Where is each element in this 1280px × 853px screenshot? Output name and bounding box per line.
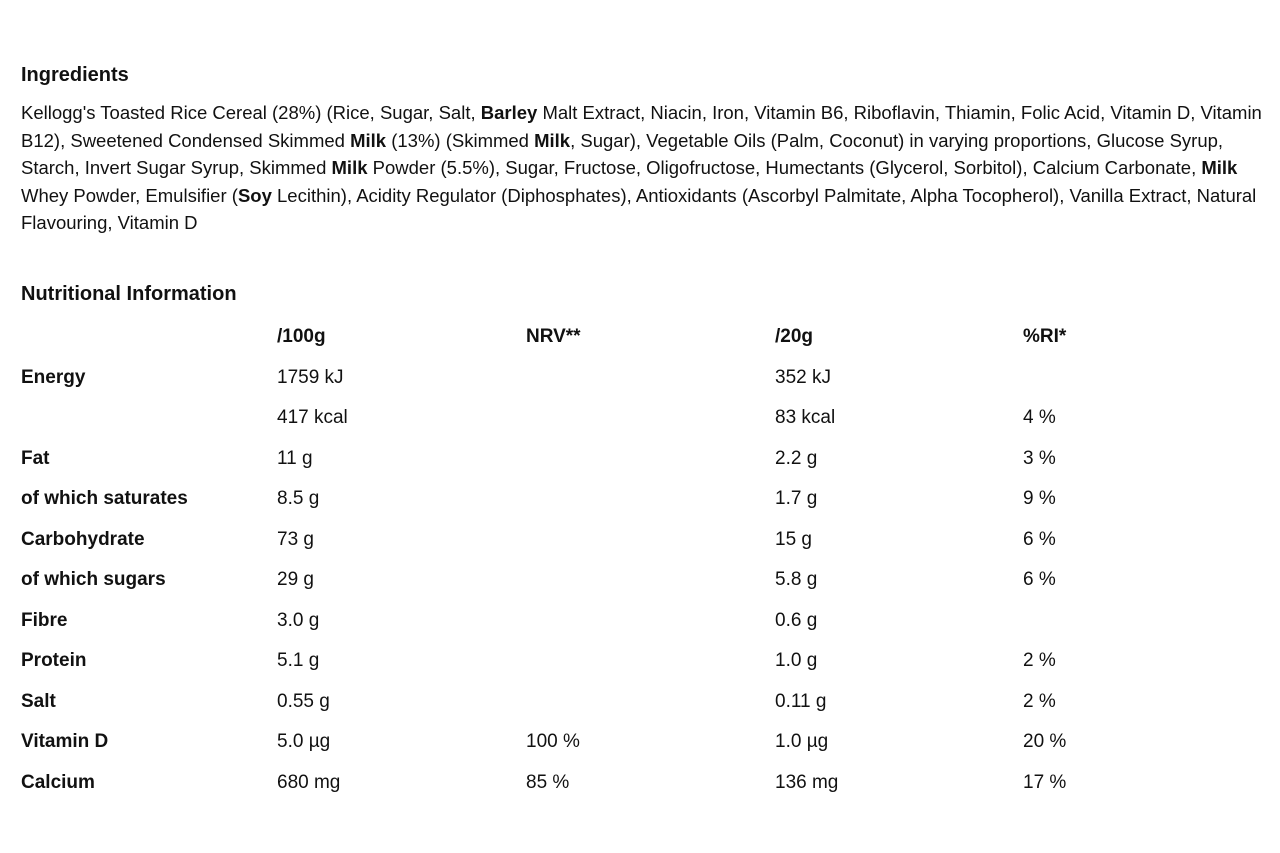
nutrient-value: 8.5 g [277,488,320,510]
ingredients-heading: Ingredients [21,64,129,86]
nutrient-value [526,398,775,439]
column-header [21,317,277,358]
nutrient-label: Vitamin D [21,731,109,753]
nutrient-value [526,520,775,561]
nutrition-table [21,317,1223,803]
nutrient-label: Fat [21,447,50,469]
nutrient-value: 4 % [1023,407,1056,429]
nutrition-header-row [21,317,1223,358]
column-header: %RI* [1023,326,1067,348]
nutrient-value: 5.0 µg [277,731,331,753]
nutrient-label: of which sugars [21,569,166,591]
column-header: /20g [775,326,814,348]
nutrient-value: 20 % [1023,731,1067,753]
table-row [21,722,1223,763]
table-row [21,479,1223,520]
table-row [21,520,1223,561]
allergen-text: Soy [237,184,272,206]
table-row [21,560,1223,601]
nutrient-value [1023,601,1223,642]
ingredient-text: Powder (5.5%), Sugar, Fructose, Oligofructose, Humectants (Glycerol, Sorbitol), Calcium Carbonate, [367,157,1202,178]
nutrient-label: Calcium [21,771,95,793]
nutrient-value [526,682,775,723]
nutrient-value: 417 kcal [277,407,348,429]
allergen-text: Milk [331,157,368,178]
nutrient-label [21,398,277,439]
table-row [21,682,1223,723]
nutrient-value: 0.11 g [775,690,827,712]
nutrient-value: 0.6 g [775,609,818,631]
ingredient-text: Kellogg's Toasted Rice Cereal (28%) (Rice, Sugar, Salt, [21,102,481,123]
nutrient-value: 6 % [1023,528,1056,550]
nutrient-value: 29 g [277,569,314,591]
nutrient-value [1023,358,1223,399]
nutrition-table-body [21,358,1223,804]
nutrient-label: of which saturates [21,488,188,510]
allergen-text: Milk [1201,157,1238,178]
nutrient-value: 1759 kJ [277,366,344,388]
nutrient-value: 136 mg [775,771,839,793]
nutrient-value: 6 % [1023,569,1056,591]
table-row [21,358,1223,399]
nutrient-value: 15 g [775,528,812,550]
nutrient-value: 5.1 g [277,650,320,672]
column-header: /100g [277,326,326,348]
nutrient-value: 85 % [526,771,570,793]
table-row [21,601,1223,642]
nutrient-value: 2.2 g [775,447,818,469]
nutrient-value [526,641,775,682]
ingredient-text: , Sugar), Vegetable Oils (Palm, Coconut) in varying proportions, Glucose Syrup, Starch, Invert Sugar Syrup, Skimmed [21,129,1224,178]
nutrient-value: 0.55 g [277,690,330,712]
nutrient-value: 3.0 g [277,609,320,631]
nutrient-label: Protein [21,650,87,672]
nutrient-label: Carbohydrate [21,528,145,550]
table-row [21,641,1223,682]
table-row [21,763,1223,804]
nutrient-value: 680 mg [277,771,341,793]
nutrient-value [526,479,775,520]
nutrient-value: 1.0 µg [775,731,829,753]
column-header: NRV** [526,326,581,348]
nutrient-value: 100 % [526,731,580,753]
nutrient-value: 17 % [1023,771,1067,793]
nutrient-label: Fibre [21,609,68,631]
nutrient-value: 9 % [1023,488,1056,510]
allergen-text: Milk [534,129,571,151]
nutrient-value: 2 % [1023,690,1056,712]
allergen-text: Barley [480,102,538,123]
nutrient-value [526,601,775,642]
table-row [21,439,1223,480]
nutrition-heading: Nutritional Information [21,283,237,305]
nutrient-label: Salt [21,690,56,712]
nutrient-value: 73 g [277,528,314,550]
nutrient-value [526,439,775,480]
nutrient-value: 11 g [277,447,313,469]
nutrient-value [526,358,775,399]
nutrient-value: 83 kcal [775,407,836,429]
nutrient-value [526,560,775,601]
nutrient-value: 3 % [1023,447,1056,469]
ingredients-text [21,99,1271,237]
nutrient-value: 1.0 g [775,650,818,672]
table-row [21,398,1223,439]
nutrient-value: 1.7 g [775,488,818,510]
ingredient-text: Lecithin), Acidity Regulator (Diphosphates), Antioxidants (Ascorbyl Palmitate, Alpha Tocopherol), Vanilla Extract, Natural Flavouring, Vitamin D [21,184,1257,233]
nutrient-label: Energy [21,366,86,388]
ingredient-text: Malt Extract, Niacin, Iron, Vitamin B6, Riboflavin, Thiamin, Folic Acid, Vitamin D, Vitamin B12), Sweetened Condensed Skimmed [21,102,1262,151]
ingredient-text: (13%) (Skimmed [386,129,535,151]
allergen-text: Milk [350,129,387,151]
nutrient-value: 5.8 g [775,569,818,591]
nutrient-value: 352 kJ [775,366,831,388]
ingredient-text: Whey Powder, Emulsifier ( [21,184,238,206]
nutrient-value: 2 % [1023,650,1056,672]
